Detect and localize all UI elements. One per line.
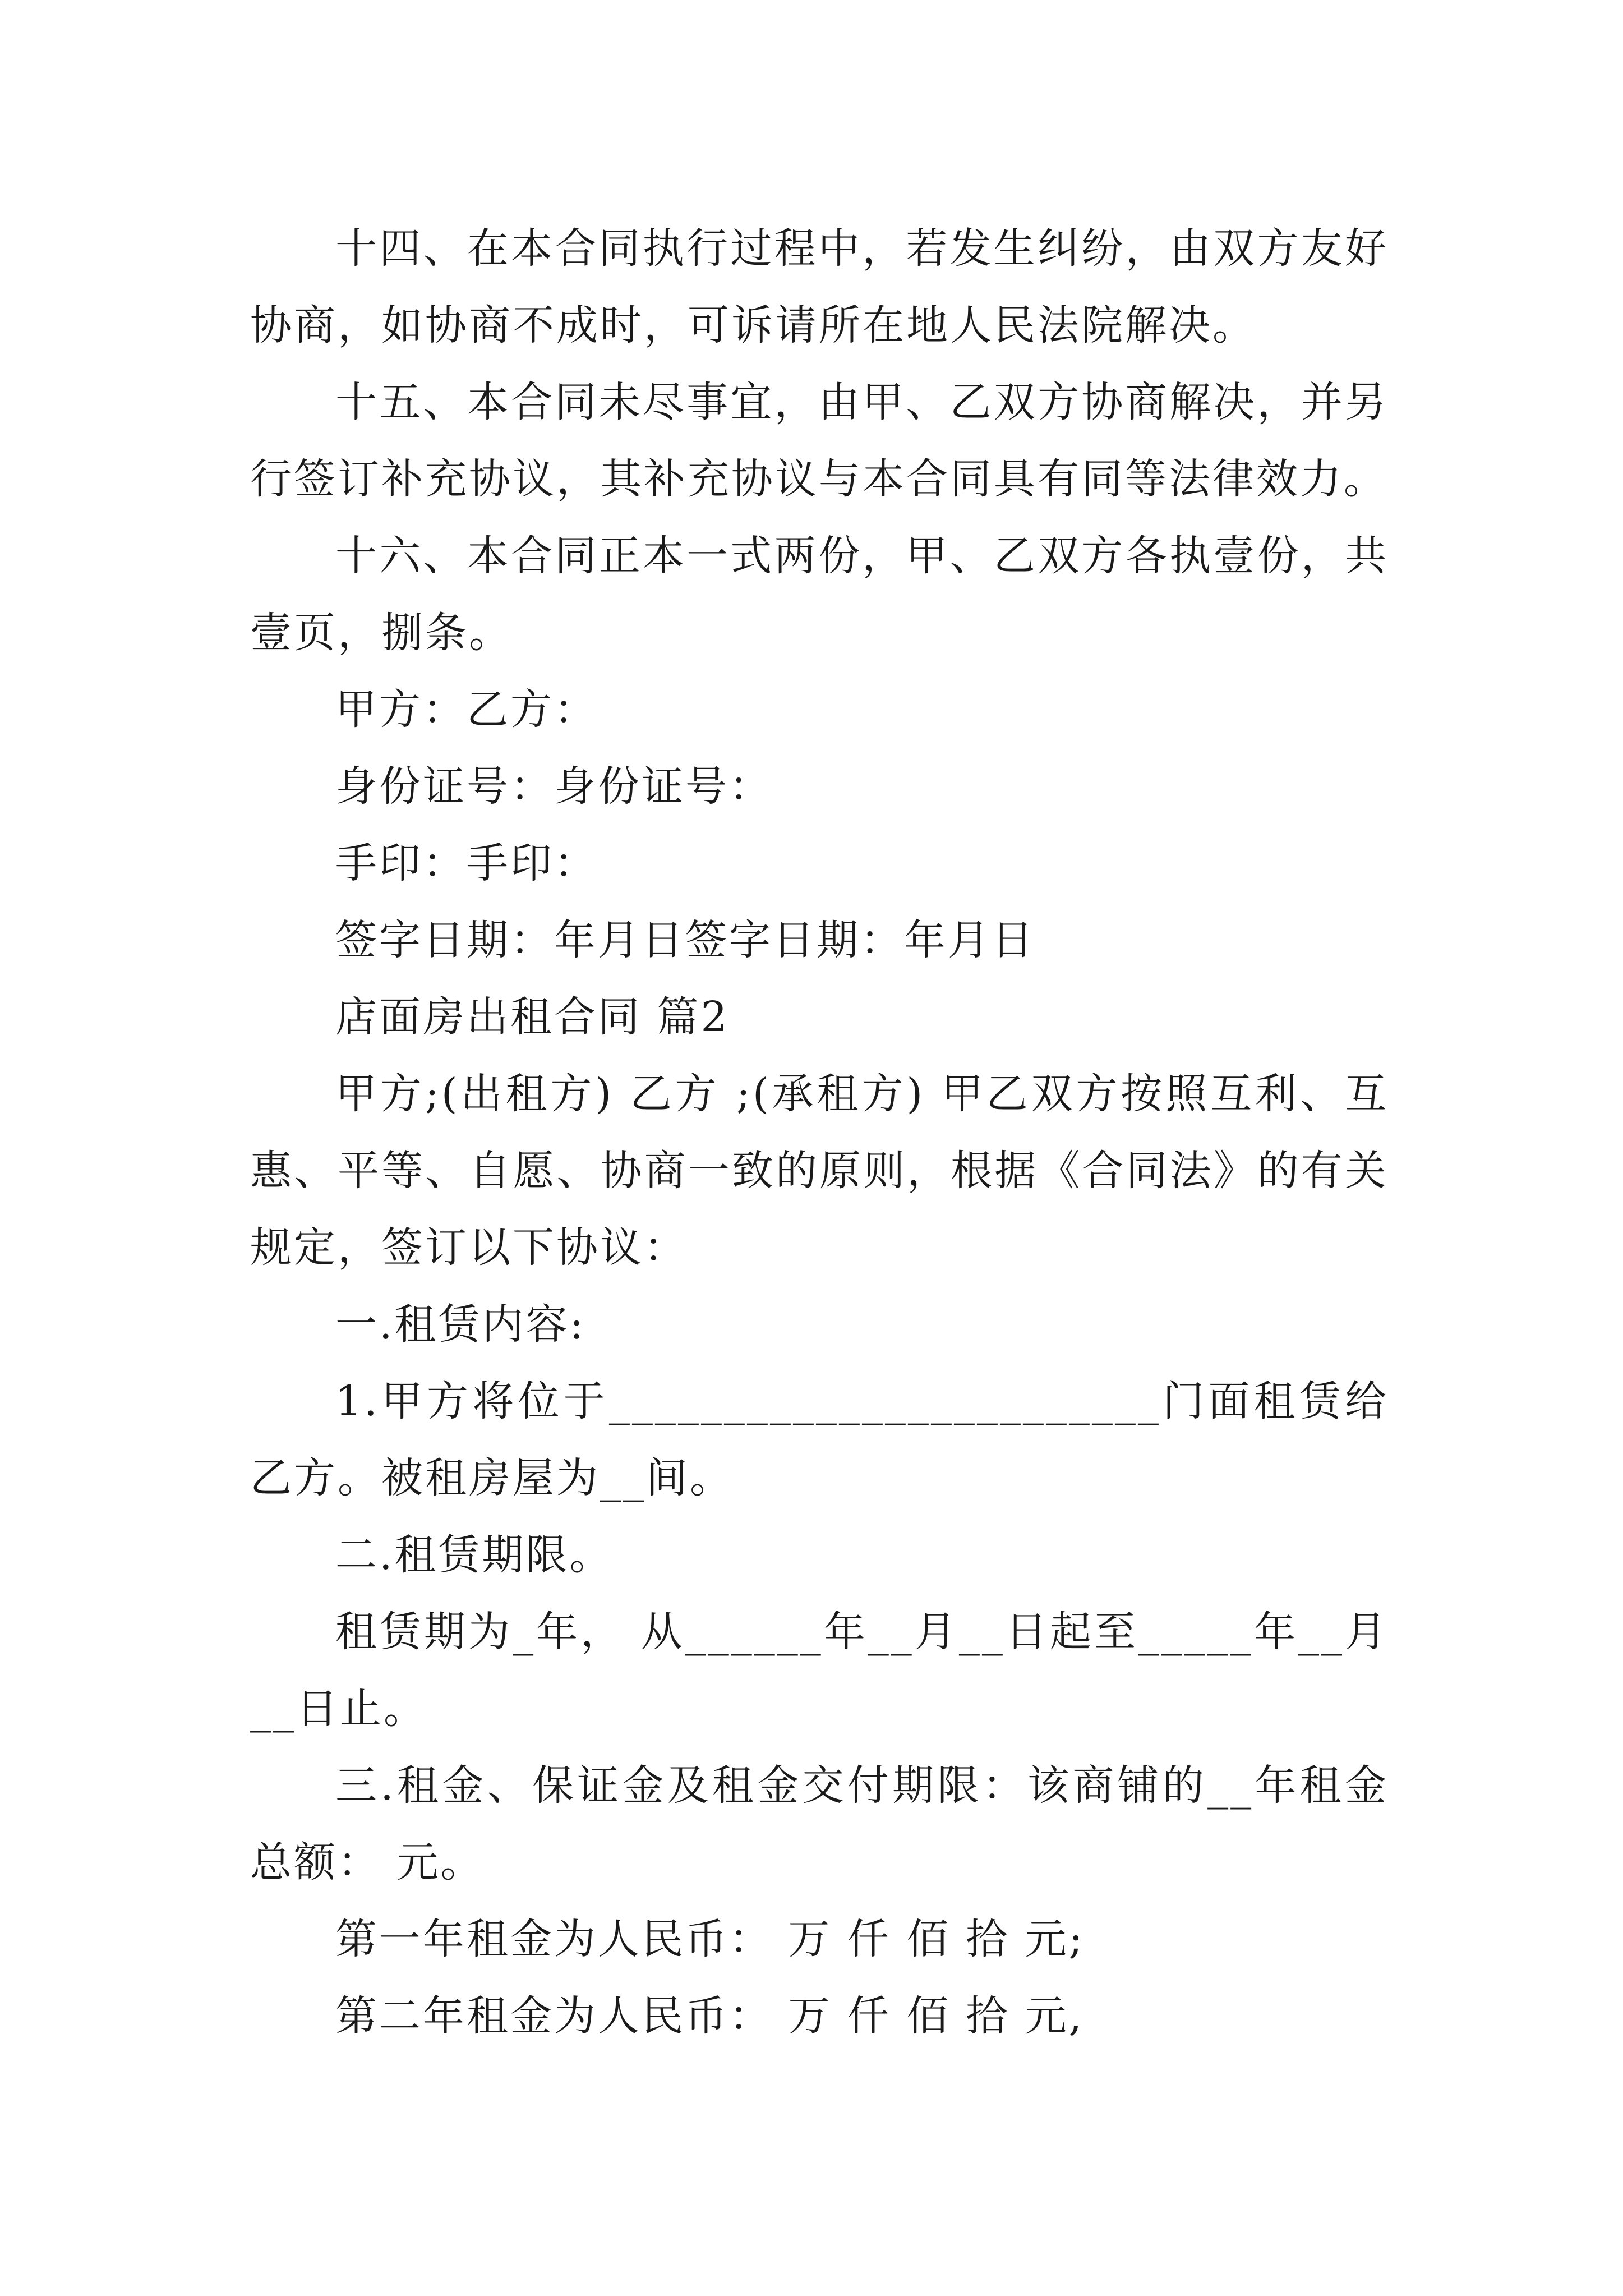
heading-lease-term: 二.租赁期限。 <box>335 1531 614 1579</box>
signature-parties: 甲方：乙方： <box>335 685 598 734</box>
clause-14: 十四、在本合同执行过程中，若发生纠纷，由双方友好协商，如协商不成时，可诉请所在地人民法院解决。 <box>250 224 1389 349</box>
lease-term-text: 租赁期为_年， 从______年__月__日起至_____年__月__日止。 <box>250 1608 1389 1733</box>
document-body <box>250 210 1389 2055</box>
rent-year-2: 第二年租金为人民币： 万 仟 佰 拾 元, <box>335 1992 1085 2040</box>
contract-preamble: 甲方;(出租方) 乙方 ;(承租方) 甲乙双方按照互利、互惠、平等、自愿、协商一致的原则，根据《合同法》的有关规定，签订以下协议： <box>250 1070 1389 1272</box>
heading-lease-content: 一.租赁内容: <box>335 1300 586 1349</box>
signature-id-numbers: 身份证号：身份证号： <box>335 762 773 811</box>
lease-content-item-1: 1.甲方将位于________________________门面租赁给乙方。被租房屋为__间。 <box>250 1377 1389 1502</box>
section-title: 店面房出租合同 篇2 <box>335 993 730 1041</box>
signature-dates: 签字日期：年月日签字日期：年月日 <box>335 916 1035 964</box>
clause-16: 十六、本合同正本一式两份，甲、乙双方各执壹份，共壹页，捌条。 <box>250 532 1389 657</box>
rent-year-1: 第一年租金为人民币： 万 仟 佰 拾 元; <box>335 1915 1085 1963</box>
signature-fingerprints: 手印：手印： <box>335 839 598 887</box>
clause-15: 十五、本合同未尽事宜，由甲、乙双方协商解决，并另行签订补充协议，其补充协议与本合同具有同等法律效力。 <box>250 378 1389 503</box>
heading-rent-deposit: 三.租金、保证金及租金交付期限：该商铺的__年租金总额： 元。 <box>250 1761 1389 1887</box>
